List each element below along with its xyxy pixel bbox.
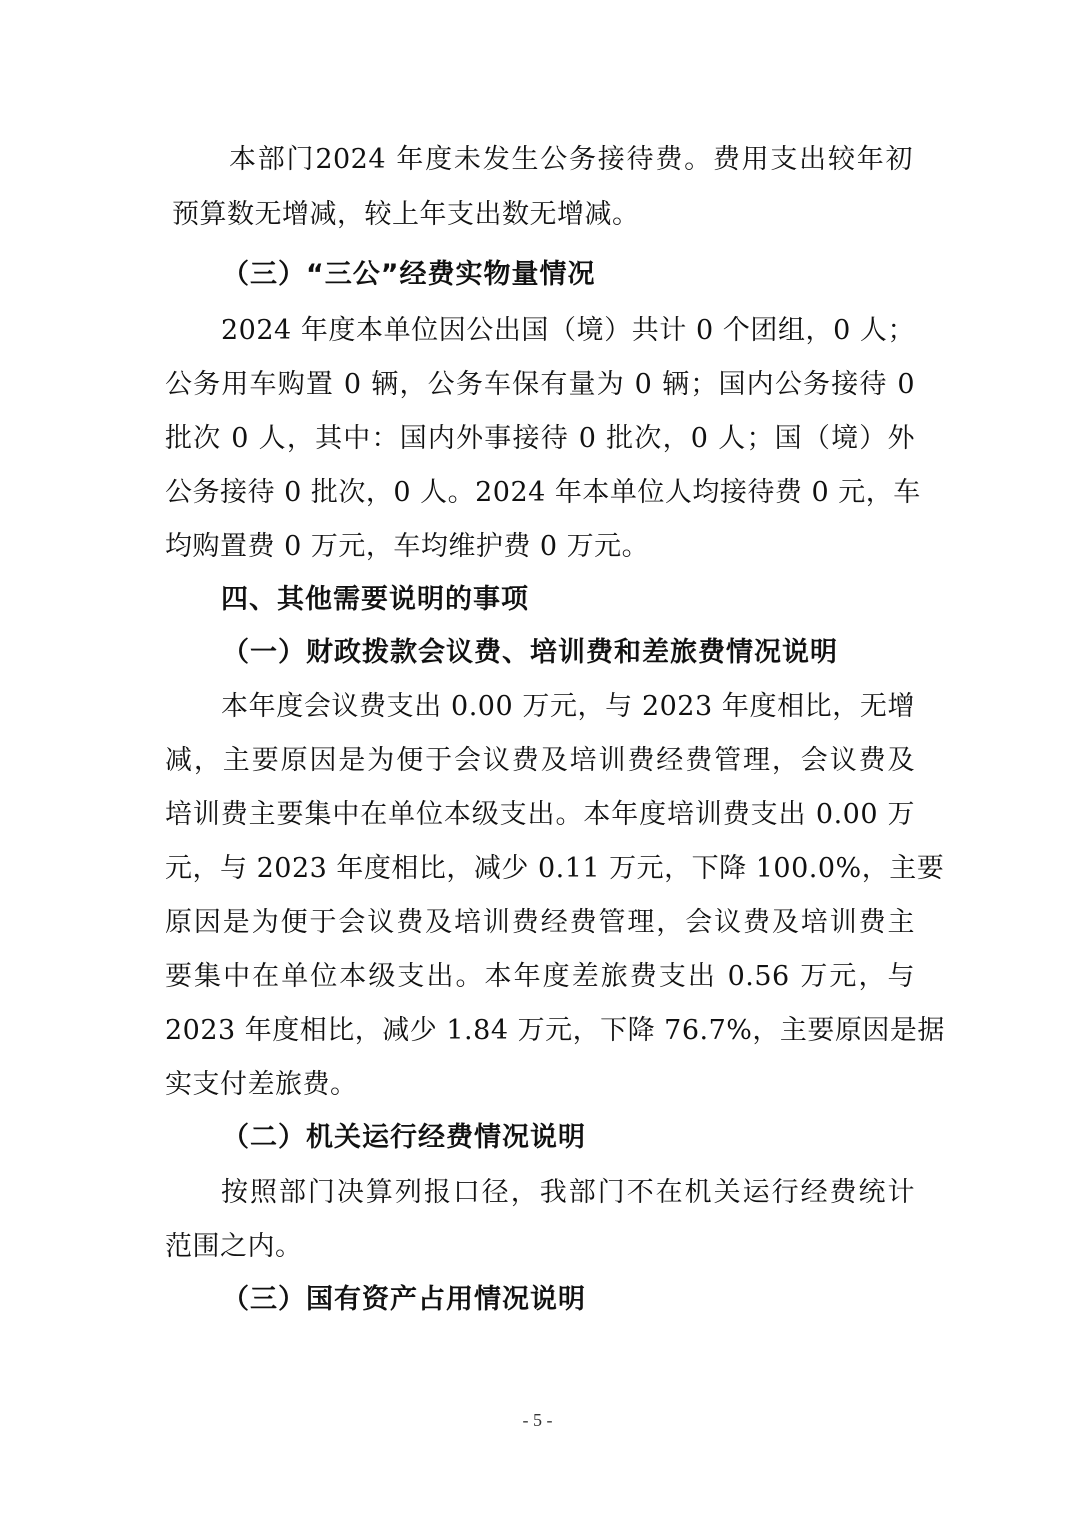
paragraph-line: 2024 年度本单位因公出国（境）共计 0 个团组，0 人； xyxy=(221,315,915,346)
paragraph-line: 要集中在单位本级支出。本年度差旅费支出 0.56 万元，与 xyxy=(165,961,915,992)
page-number: - 5 - xyxy=(522,1410,553,1430)
section-heading: （三）国有资产占用情况说明 xyxy=(222,1284,586,1315)
paragraph-line: 均购置费 0 万元，车均维护费 0 万元。 xyxy=(165,531,650,562)
paragraph-line: 按照部门决算列报口径，我部门不在机关运行经费统计 xyxy=(221,1177,915,1208)
section-heading: （三）“三公”经费实物量情况 xyxy=(222,259,596,290)
paragraph-line: 元，与 2023 年度相比，减少 0.11 万元，下降 100.0%，主要 xyxy=(165,853,945,884)
section-heading: （一）财政拨款会议费、培训费和差旅费情况说明 xyxy=(222,637,838,668)
paragraph-line: 预算数无增减，较上年支出数无增减。 xyxy=(172,199,640,230)
paragraph-line: 公务接待 0 批次，0 人。2024 年本单位人均接待费 0 元，车 xyxy=(165,477,921,508)
paragraph-line: 本年度会议费支出 0.00 万元，与 2023 年度相比，无增 xyxy=(221,691,915,722)
section-heading: 四、其他需要说明的事项 xyxy=(221,584,529,615)
paragraph-line: 原因是为便于会议费及培训费经费管理，会议费及培训费主 xyxy=(165,907,915,938)
paragraph-line: 培训费主要集中在单位本级支出。本年度培训费支出 0.00 万 xyxy=(165,799,915,830)
paragraph-line: 本部门2024 年度未发生公务接待费。费用支出较年初 xyxy=(229,144,913,175)
paragraph-line: 范围之内。 xyxy=(165,1231,303,1262)
paragraph-line: 减，主要原因是为便于会议费及培训费经费管理，会议费及 xyxy=(165,745,915,776)
section-heading: （二）机关运行经费情况说明 xyxy=(222,1122,586,1153)
paragraph-line: 2023 年度相比，减少 1.84 万元，下降 76.7%，主要原因是据 xyxy=(165,1015,945,1046)
paragraph-line: 实支付差旅费。 xyxy=(165,1069,358,1100)
paragraph-line: 公务用车购置 0 辆，公务车保有量为 0 辆；国内公务接待 0 xyxy=(165,369,915,400)
paragraph-line: 批次 0 人，其中：国内外事接待 0 批次，0 人；国（境）外 xyxy=(165,423,915,454)
